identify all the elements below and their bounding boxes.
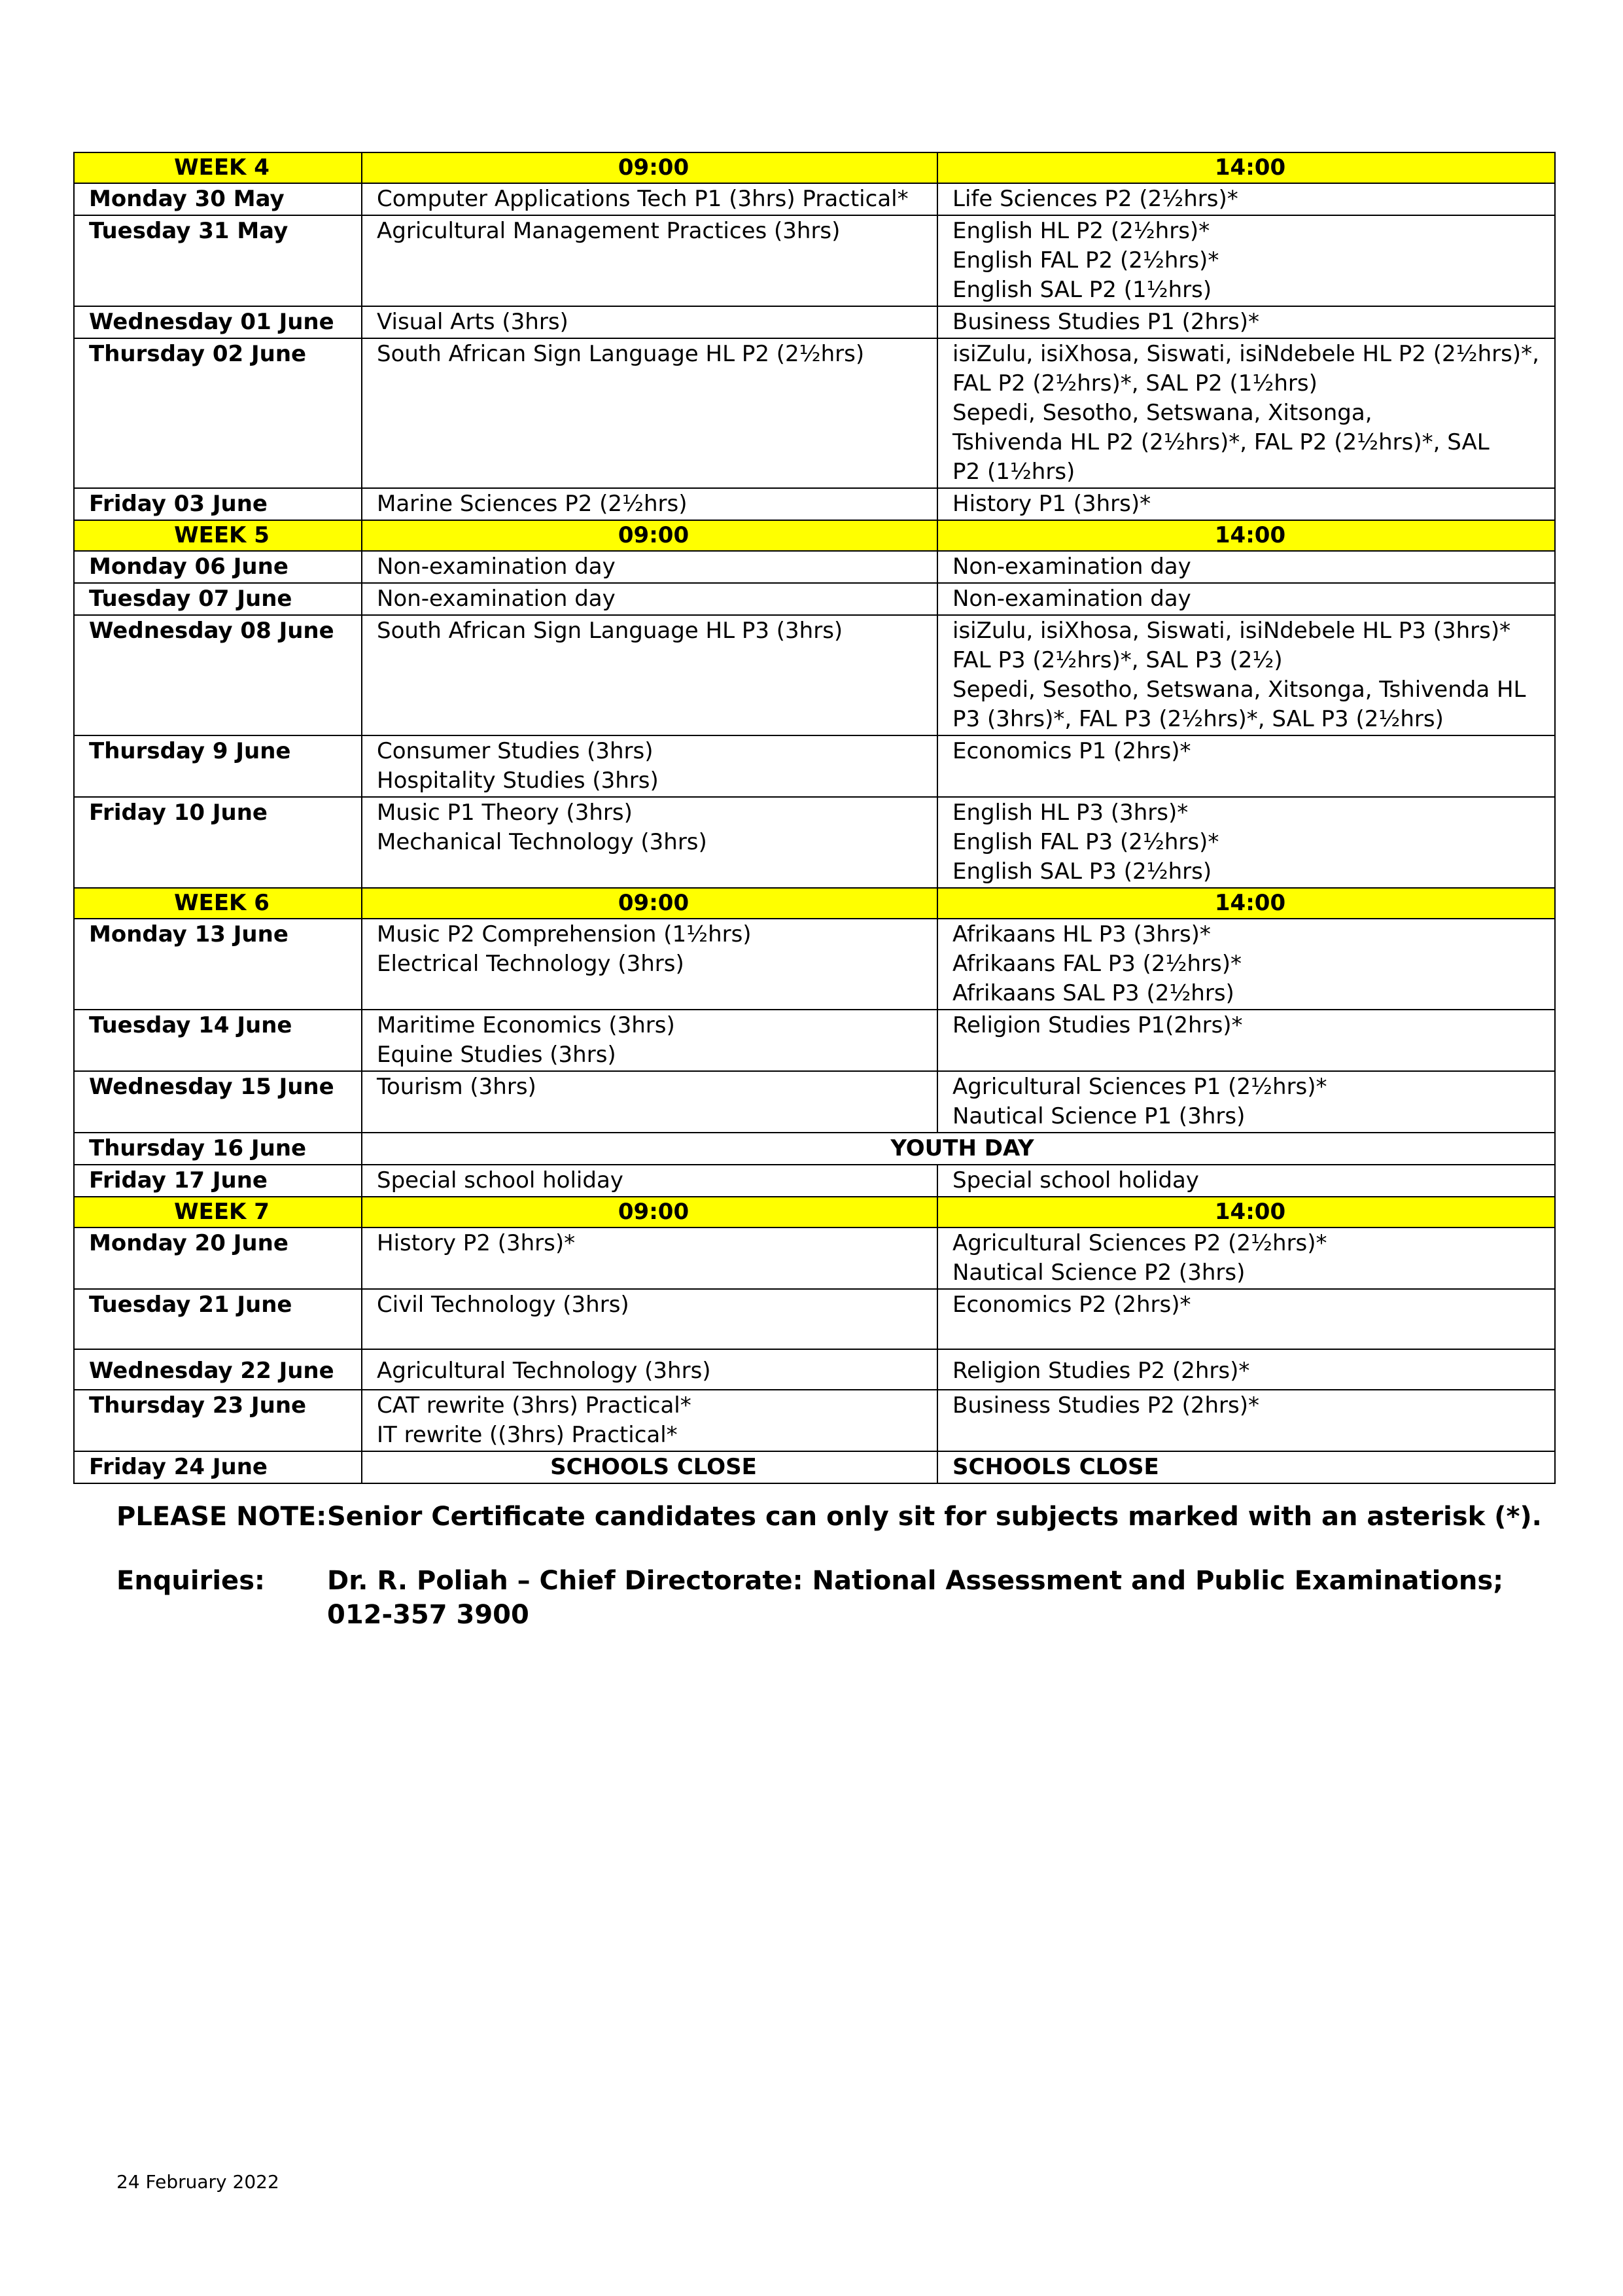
afternoon-exam: Business Studies P2 (2hrs)* [937, 1390, 1555, 1451]
exam-day-row [74, 1289, 1555, 1349]
exam-day-row [74, 1010, 1555, 1071]
afternoon-session-header: 14:00 [937, 1197, 1555, 1227]
exam-day: Tuesday 31 May [74, 215, 362, 306]
exam-day-row [74, 306, 1555, 338]
week-header-row [74, 888, 1555, 919]
afternoon-exam: isiZulu, isiXhosa, Siswati, isiNdebele HL P2 (2½hrs)*, FAL P2 (2½hrs)*, SAL P2 (1½hrs) Sepedi, Sesotho, Setswana, Xitsonga, Tshivenda HL P2 (2½hrs)*, FAL P2 (2½hrs)*, SAL P2 (1½hrs) [937, 338, 1555, 488]
exam-day: Monday 30 May [74, 183, 362, 215]
afternoon-exam: Economics P2 (2hrs)* [937, 1289, 1555, 1349]
exam-day-row [74, 551, 1555, 583]
exam-day: Wednesday 15 June [74, 1071, 362, 1133]
morning-exam: Marine Sciences P2 (2½hrs) [362, 488, 937, 520]
afternoon-exam: Agricultural Sciences P2 (2½hrs)* Nautical Science P2 (3hrs) [937, 1227, 1555, 1289]
exam-day: Tuesday 14 June [74, 1010, 362, 1071]
morning-session-header: 09:00 [362, 152, 937, 183]
afternoon-exam: Business Studies P1 (2hrs)* [937, 306, 1555, 338]
holiday-cell: YOUTH DAY [362, 1133, 1555, 1165]
afternoon-exam: Life Sciences P2 (2½hrs)* [937, 183, 1555, 215]
exam-day: Friday 03 June [74, 488, 362, 520]
exam-timetable [73, 152, 1556, 1484]
please-note [116, 1500, 1542, 1534]
exam-day: Thursday 9 June [74, 735, 362, 797]
exam-day-row [74, 1451, 1555, 1483]
week-label: WEEK 4 [74, 152, 362, 183]
morning-exam: Tourism (3hrs) [362, 1071, 937, 1133]
morning-exam: Agricultural Technology (3hrs) [362, 1349, 937, 1390]
morning-exam: Special school holiday [362, 1165, 937, 1197]
morning-exam: South African Sign Language HL P3 (3hrs) [362, 615, 937, 735]
exam-day: Friday 24 June [74, 1451, 362, 1483]
afternoon-exam: Religion Studies P2 (2hrs)* [937, 1349, 1555, 1390]
afternoon-exam: isiZulu, isiXhosa, Siswati, isiNdebele HL P3 (3hrs)* FAL P3 (2½hrs)*, SAL P3 (2½) Sepedi, Sesotho, Setswana, Xitsonga, Tshivenda HL P3 (3hrs)*, FAL P3 (2½hrs)*, SAL P3 (2½hrs) [937, 615, 1555, 735]
afternoon-exam: Special school holiday [937, 1165, 1555, 1197]
week-label: WEEK 5 [74, 520, 362, 551]
exam-day: Friday 17 June [74, 1165, 362, 1197]
exam-day-row [74, 488, 1555, 520]
afternoon-session-header: 14:00 [937, 888, 1555, 919]
exam-day-row [74, 1227, 1555, 1289]
afternoon-session-header: 14:00 [937, 152, 1555, 183]
exam-day: Thursday 23 June [74, 1390, 362, 1451]
afternoon-exam: Religion Studies P1(2hrs)* [937, 1010, 1555, 1071]
exam-day-row [74, 919, 1555, 1010]
afternoon-exam: Non-examination day [937, 551, 1555, 583]
exam-day: Monday 06 June [74, 551, 362, 583]
enquiries [116, 1564, 1503, 1632]
week-label: WEEK 7 [74, 1197, 362, 1227]
week-header-row [74, 1197, 1555, 1227]
exam-day: Thursday 02 June [74, 338, 362, 488]
exam-day: Friday 10 June [74, 797, 362, 888]
afternoon-exam: English HL P2 (2½hrs)* English FAL P2 (2½hrs)* English SAL P2 (1½hrs) [937, 215, 1555, 306]
afternoon-exam: SCHOOLS CLOSE [937, 1451, 1555, 1483]
morning-exam: Non-examination day [362, 551, 937, 583]
morning-exam: CAT rewrite (3hrs) Practical* IT rewrite ((3hrs) Practical* [362, 1390, 937, 1451]
week-header-row [74, 520, 1555, 551]
morning-session-header: 09:00 [362, 888, 937, 919]
morning-exam: South African Sign Language HL P2 (2½hrs) [362, 338, 937, 488]
morning-session-header: 09:00 [362, 1197, 937, 1227]
timetable-body [74, 152, 1555, 1483]
exam-day: Monday 20 June [74, 1227, 362, 1289]
exam-day-row [74, 338, 1555, 488]
morning-session-header: 09:00 [362, 520, 937, 551]
week-header-row [74, 152, 1555, 183]
exam-day: Tuesday 21 June [74, 1289, 362, 1349]
exam-day-row [74, 1165, 1555, 1197]
footer-date: 24 February 2022 [116, 2171, 279, 2193]
exam-day-row [74, 1071, 1555, 1133]
exam-day-row [74, 1390, 1555, 1451]
afternoon-session-header: 14:00 [937, 520, 1555, 551]
exam-day-row [74, 1349, 1555, 1390]
exam-day-row [74, 215, 1555, 306]
morning-exam: Music P1 Theory (3hrs) Mechanical Technology (3hrs) [362, 797, 937, 888]
exam-day-row [74, 183, 1555, 215]
exam-day-row [74, 615, 1555, 735]
afternoon-exam: Economics P1 (2hrs)* [937, 735, 1555, 797]
morning-exam: Computer Applications Tech P1 (3hrs) Practical* [362, 183, 937, 215]
exam-day: Wednesday 08 June [74, 615, 362, 735]
week-label: WEEK 6 [74, 888, 362, 919]
please-note-label: PLEASE NOTE: [116, 1502, 327, 1532]
exam-day: Wednesday 22 June [74, 1349, 362, 1390]
morning-exam: Music P2 Comprehension (1½hrs) Electrical Technology (3hrs) [362, 919, 937, 1010]
afternoon-exam: Agricultural Sciences P1 (2½hrs)* Nautical Science P1 (3hrs) [937, 1071, 1555, 1133]
exam-day-row [74, 583, 1555, 615]
morning-exam: Agricultural Management Practices (3hrs) [362, 215, 937, 306]
afternoon-exam: Afrikaans HL P3 (3hrs)* Afrikaans FAL P3 (2½hrs)* Afrikaans SAL P3 (2½hrs) [937, 919, 1555, 1010]
please-note-text: Senior Certificate candidates can only sit for subjects marked with an asterisk (*). [327, 1502, 1542, 1532]
exam-day: Tuesday 07 June [74, 583, 362, 615]
exam-day: Monday 13 June [74, 919, 362, 1010]
exam-day: Thursday 16 June [74, 1133, 362, 1165]
exam-day-row [74, 735, 1555, 797]
exam-day-row [74, 797, 1555, 888]
morning-exam: Consumer Studies (3hrs) Hospitality Studies (3hrs) [362, 735, 937, 797]
enquiries-text: Dr. R. Poliah – Chief Directorate: National Assessment and Public Examinations; 012-357 3900 [327, 1566, 1504, 1630]
morning-exam: Visual Arts (3hrs) [362, 306, 937, 338]
morning-exam: History P2 (3hrs)* [362, 1227, 937, 1289]
morning-exam: Maritime Economics (3hrs) Equine Studies (3hrs) [362, 1010, 937, 1071]
enquiries-label: Enquiries: [116, 1566, 265, 1596]
morning-exam: SCHOOLS CLOSE [362, 1451, 937, 1483]
afternoon-exam: Non-examination day [937, 583, 1555, 615]
afternoon-exam: English HL P3 (3hrs)* English FAL P3 (2½hrs)* English SAL P3 (2½hrs) [937, 797, 1555, 888]
afternoon-exam: History P1 (3hrs)* [937, 488, 1555, 520]
morning-exam: Non-examination day [362, 583, 937, 615]
morning-exam: Civil Technology (3hrs) [362, 1289, 937, 1349]
exam-day: Wednesday 01 June [74, 306, 362, 338]
exam-day-row [74, 1133, 1555, 1165]
